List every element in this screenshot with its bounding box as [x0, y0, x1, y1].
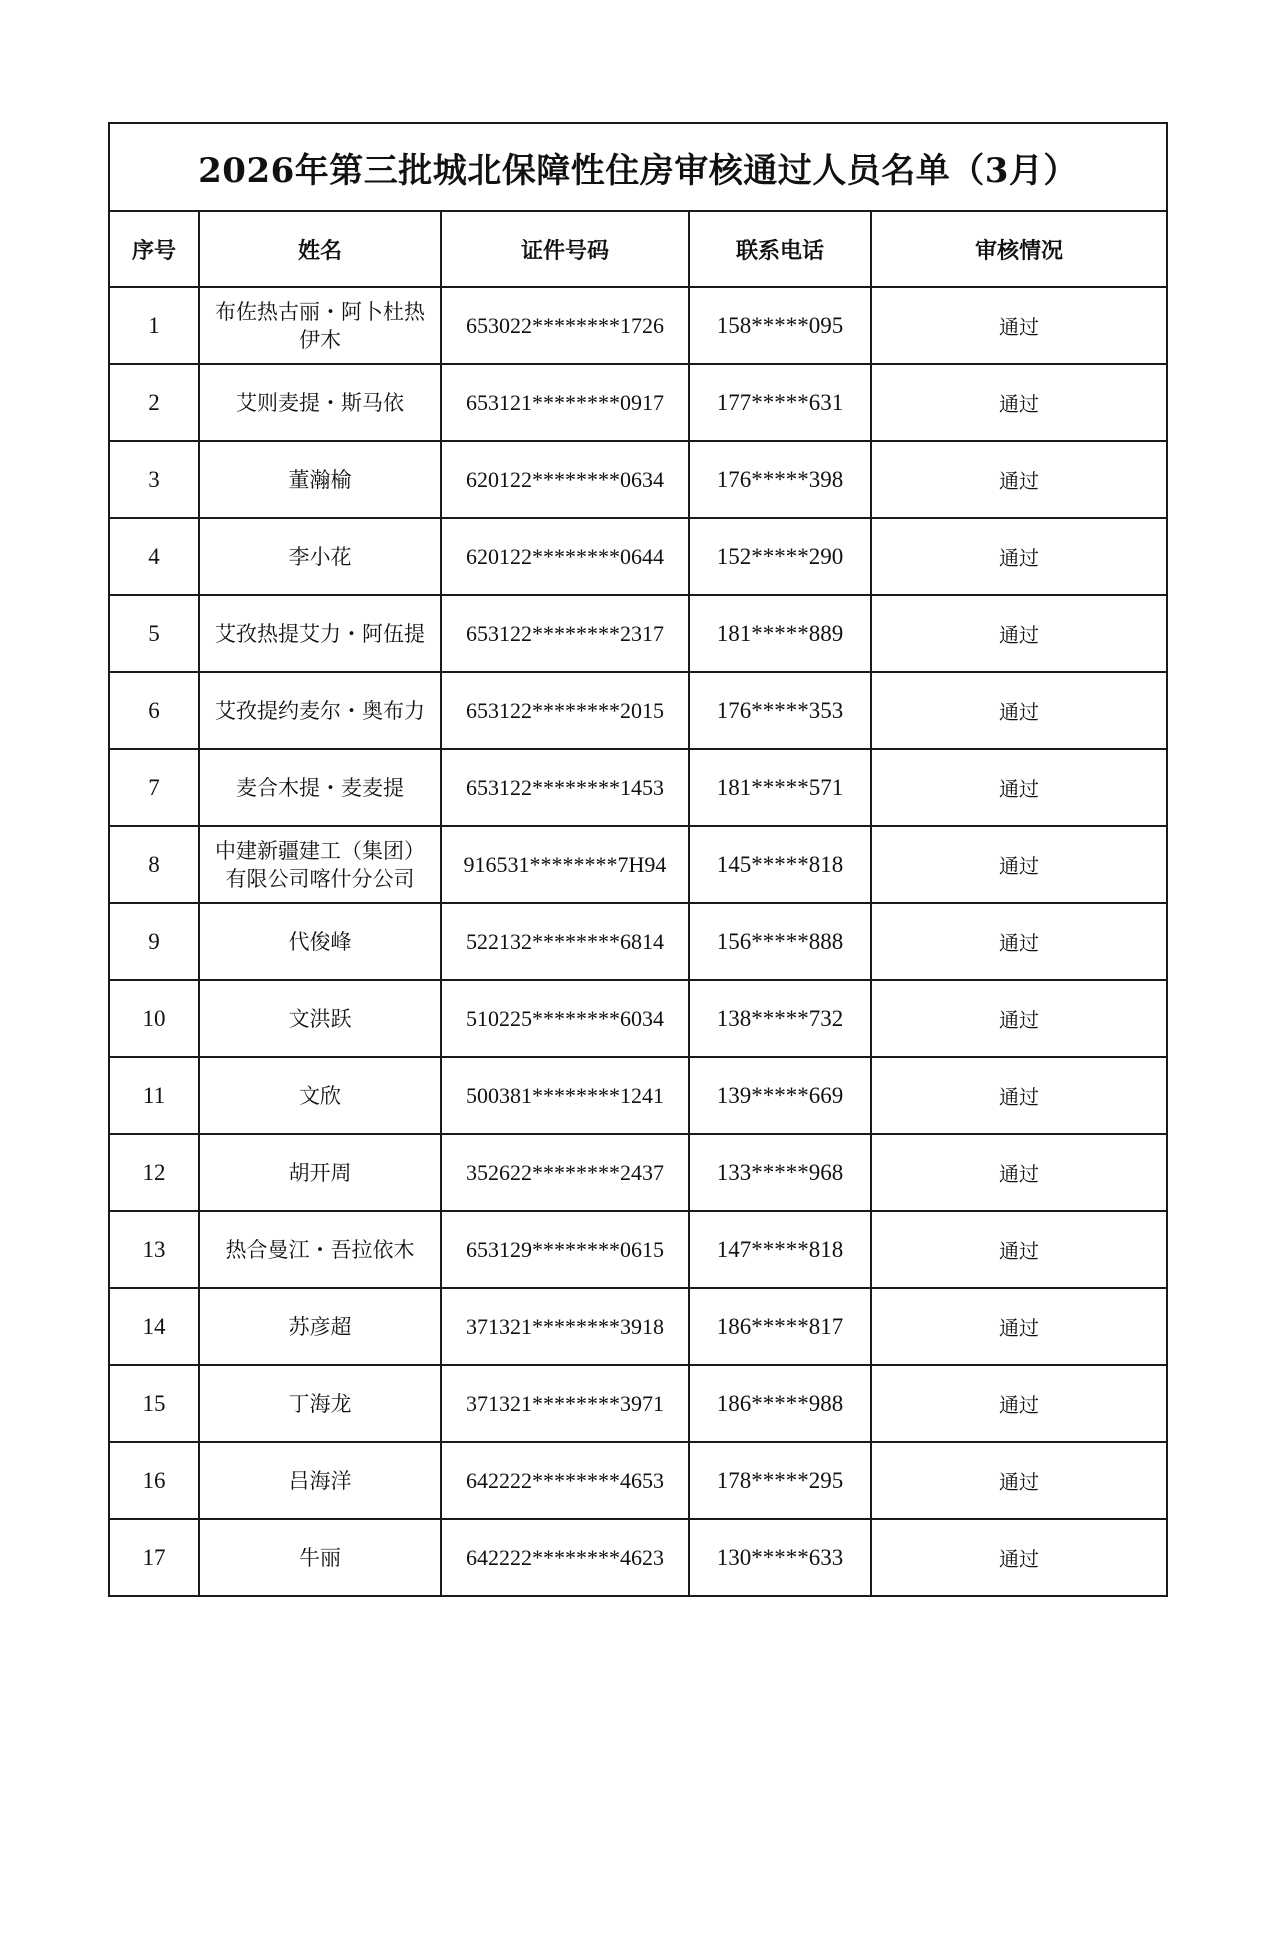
row-number: 2 — [109, 364, 199, 441]
table-row — [109, 1519, 1167, 1596]
id-number: 371321********3918 — [441, 1288, 689, 1365]
id-number: 522132********6814 — [441, 903, 689, 980]
row-number: 9 — [109, 903, 199, 980]
phone-number: 130*****633 — [689, 1519, 871, 1596]
applicant-name: 艾孜热提艾力・阿伍提 — [199, 595, 441, 672]
row-number: 14 — [109, 1288, 199, 1365]
document-title: 2026年第三批城北保障性住房审核通过人员名单（3月） — [109, 123, 1167, 211]
review-status: 通过 — [871, 287, 1167, 364]
phone-number: 133*****968 — [689, 1134, 871, 1211]
review-status: 通过 — [871, 595, 1167, 672]
column-header-phone: 联系电话 — [689, 211, 871, 287]
column-header-no: 序号 — [109, 211, 199, 287]
applicant-name: 布佐热古丽・阿卜杜热伊木 — [199, 287, 441, 364]
table-row — [109, 1211, 1167, 1288]
applicant-name: 丁海龙 — [199, 1365, 441, 1442]
column-header-name: 姓名 — [199, 211, 441, 287]
applicant-name: 董瀚榆 — [199, 441, 441, 518]
row-number: 4 — [109, 518, 199, 595]
table-row — [109, 595, 1167, 672]
row-number: 6 — [109, 672, 199, 749]
id-number: 916531********7H94 — [441, 826, 689, 903]
document-sheet — [108, 122, 1166, 1597]
table-row — [109, 287, 1167, 364]
applicant-name: 李小花 — [199, 518, 441, 595]
id-number: 653129********0615 — [441, 1211, 689, 1288]
review-status: 通过 — [871, 1134, 1167, 1211]
table-row — [109, 364, 1167, 441]
phone-number: 178*****295 — [689, 1442, 871, 1519]
row-number: 5 — [109, 595, 199, 672]
phone-number: 147*****818 — [689, 1211, 871, 1288]
applicant-name: 吕海洋 — [199, 1442, 441, 1519]
phone-number: 176*****398 — [689, 441, 871, 518]
applicant-name: 代俊峰 — [199, 903, 441, 980]
table-row — [109, 1057, 1167, 1134]
review-status: 通过 — [871, 672, 1167, 749]
id-number: 510225********6034 — [441, 980, 689, 1057]
phone-number: 181*****571 — [689, 749, 871, 826]
table-row — [109, 441, 1167, 518]
approved-list-table — [108, 122, 1168, 1597]
table-body — [109, 287, 1167, 1596]
id-number: 642222********4623 — [441, 1519, 689, 1596]
table-row — [109, 903, 1167, 980]
row-number: 17 — [109, 1519, 199, 1596]
column-header-status: 审核情况 — [871, 211, 1167, 287]
table-row — [109, 518, 1167, 595]
applicant-name: 文洪跃 — [199, 980, 441, 1057]
phone-number: 139*****669 — [689, 1057, 871, 1134]
id-number: 653121********0917 — [441, 364, 689, 441]
applicant-name: 中建新疆建工（集团）有限公司喀什分公司 — [199, 826, 441, 903]
row-number: 15 — [109, 1365, 199, 1442]
phone-number: 186*****988 — [689, 1365, 871, 1442]
row-number: 12 — [109, 1134, 199, 1211]
phone-number: 156*****888 — [689, 903, 871, 980]
id-number: 653122********1453 — [441, 749, 689, 826]
row-number: 3 — [109, 441, 199, 518]
phone-number: 181*****889 — [689, 595, 871, 672]
review-status: 通过 — [871, 1365, 1167, 1442]
id-number: 620122********0644 — [441, 518, 689, 595]
applicant-name: 文欣 — [199, 1057, 441, 1134]
review-status: 通过 — [871, 980, 1167, 1057]
table-row — [109, 672, 1167, 749]
table-row — [109, 1442, 1167, 1519]
id-number: 620122********0634 — [441, 441, 689, 518]
applicant-name: 胡开周 — [199, 1134, 441, 1211]
phone-number: 152*****290 — [689, 518, 871, 595]
row-number: 11 — [109, 1057, 199, 1134]
phone-number: 176*****353 — [689, 672, 871, 749]
phone-number: 158*****095 — [689, 287, 871, 364]
review-status: 通过 — [871, 518, 1167, 595]
row-number: 16 — [109, 1442, 199, 1519]
review-status: 通过 — [871, 1288, 1167, 1365]
applicant-name: 艾则麦提・斯马依 — [199, 364, 441, 441]
applicant-name: 苏彦超 — [199, 1288, 441, 1365]
review-status: 通过 — [871, 903, 1167, 980]
id-number: 352622********2437 — [441, 1134, 689, 1211]
row-number: 7 — [109, 749, 199, 826]
phone-number: 145*****818 — [689, 826, 871, 903]
id-number: 371321********3971 — [441, 1365, 689, 1442]
row-number: 1 — [109, 287, 199, 364]
phone-number: 186*****817 — [689, 1288, 871, 1365]
table-header-row — [109, 211, 1167, 287]
table-row — [109, 1134, 1167, 1211]
id-number: 653022********1726 — [441, 287, 689, 364]
review-status: 通过 — [871, 749, 1167, 826]
review-status: 通过 — [871, 364, 1167, 441]
table-row — [109, 1365, 1167, 1442]
row-number: 8 — [109, 826, 199, 903]
review-status: 通过 — [871, 1057, 1167, 1134]
review-status: 通过 — [871, 826, 1167, 903]
id-number: 653122********2317 — [441, 595, 689, 672]
id-number: 642222********4653 — [441, 1442, 689, 1519]
table-row — [109, 749, 1167, 826]
id-number: 500381********1241 — [441, 1057, 689, 1134]
id-number: 653122********2015 — [441, 672, 689, 749]
review-status: 通过 — [871, 1442, 1167, 1519]
table-row — [109, 1288, 1167, 1365]
review-status: 通过 — [871, 441, 1167, 518]
review-status: 通过 — [871, 1211, 1167, 1288]
column-header-id: 证件号码 — [441, 211, 689, 287]
table-row — [109, 826, 1167, 903]
row-number: 13 — [109, 1211, 199, 1288]
applicant-name: 艾孜提约麦尔・奥布力 — [199, 672, 441, 749]
applicant-name: 麦合木提・麦麦提 — [199, 749, 441, 826]
applicant-name: 热合曼江・吾拉依木 — [199, 1211, 441, 1288]
applicant-name: 牛丽 — [199, 1519, 441, 1596]
review-status: 通过 — [871, 1519, 1167, 1596]
table-row — [109, 980, 1167, 1057]
row-number: 10 — [109, 980, 199, 1057]
phone-number: 177*****631 — [689, 364, 871, 441]
phone-number: 138*****732 — [689, 980, 871, 1057]
